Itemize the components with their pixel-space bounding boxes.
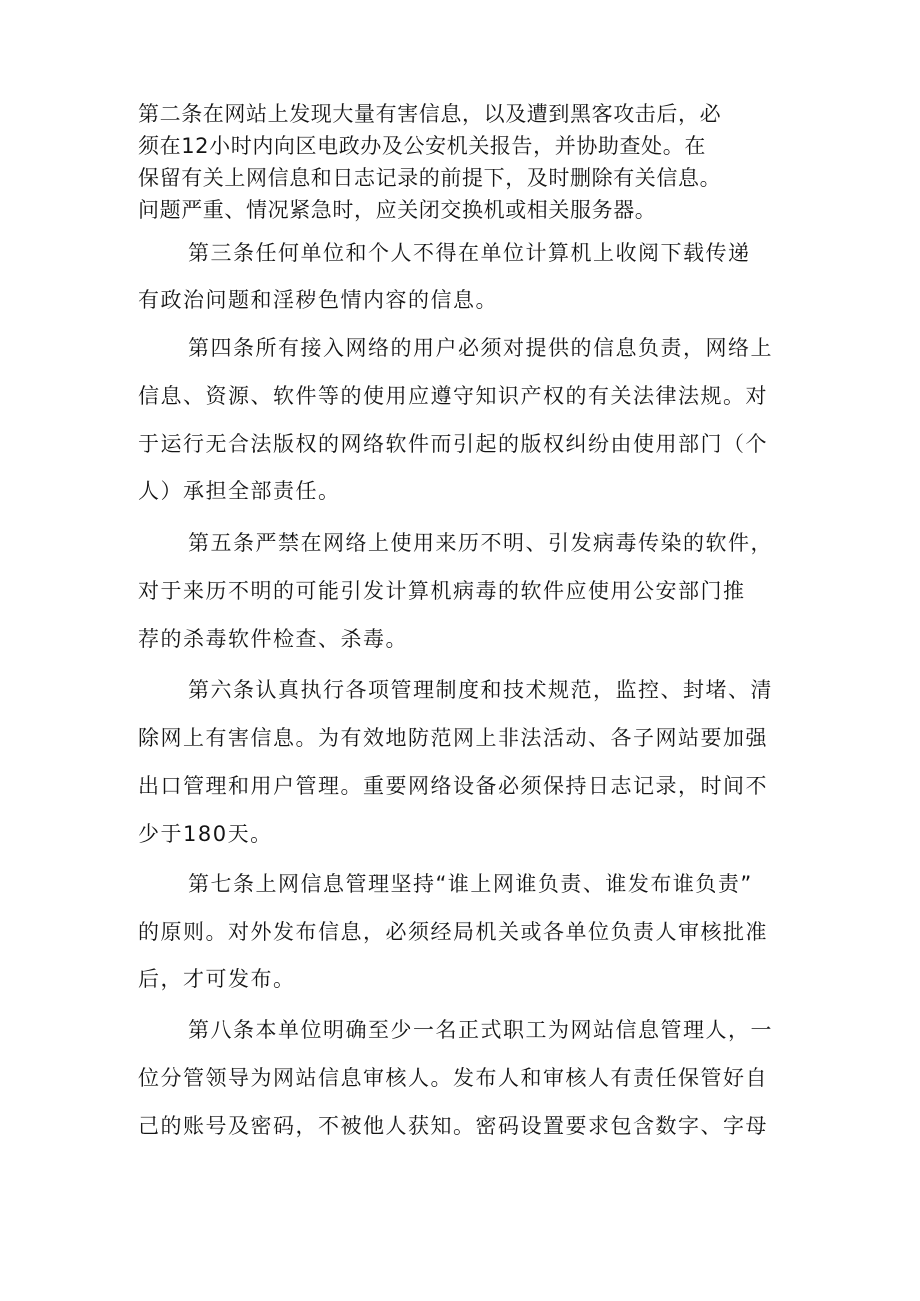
text-line: 己的账号及密码，不被他人获知。密码设置要求包含数字、字母 bbox=[138, 1114, 768, 1138]
text-line: 信息、资源、软件等的使用应遵守知识产权的有关法律法规。对 bbox=[138, 384, 768, 408]
text-line: 第六条认真执行各项管理制度和技术规范，监控、封堵、清 bbox=[188, 678, 773, 702]
text-line: 位分管领导为网站信息审核人。发布人和审核人有责任保管好自 bbox=[138, 1066, 768, 1090]
text-line: 于运行无合法版权的网络软件而引起的版权纠纷由使用部门（个 bbox=[138, 432, 768, 456]
text-line: 第三条任何单位和个人不得在单位计算机上收阅下载传递 bbox=[188, 241, 751, 265]
text-line: 的原则。对外发布信息，必须经局机关或各单位负责人审核批准 bbox=[138, 920, 768, 944]
text-line: 保留有关上网信息和日志记录的前提下，及时删除有关信息。 bbox=[138, 166, 722, 190]
text-line: 第四条所有接入网络的用户必须对提供的信息负责，网络上 bbox=[188, 336, 773, 360]
text-line: 问题严重、情况紧急时，应关闭交换机或相关服务器。 bbox=[138, 198, 657, 222]
text-line: 有政治问题和淫秽色情内容的信息。 bbox=[138, 288, 498, 312]
text-line: 须在12小时内向区电政办及公安机关报告，并协助查处。在 bbox=[138, 134, 706, 158]
text-line: 人）承担全部责任。 bbox=[138, 479, 341, 503]
text-line: 第八条本单位明确至少一名正式职工为网站信息管理人，一 bbox=[188, 1018, 773, 1042]
text-line: 第五条严禁在网络上使用来历不明、引发病毒传染的软件， bbox=[188, 531, 773, 555]
text-line: 荐的杀毒软件检查、杀毒。 bbox=[138, 627, 408, 651]
text-line: 后，才可发布。 bbox=[138, 967, 296, 991]
text-line: 第二条在网站上发现大量有害信息，以及遭到黑客攻击后，必 bbox=[138, 102, 722, 126]
text-line: 第七条上网信息管理坚持“谁上网谁负责、谁发布谁负责” bbox=[188, 872, 753, 896]
text-line: 除网上有害信息。为有效地防范网上非法活动、各子网站要加强 bbox=[138, 726, 768, 750]
text-line: 对于来历不明的可能引发计算机病毒的软件应使用公安部门推 bbox=[138, 579, 746, 603]
text-line: 少于180天。 bbox=[138, 822, 273, 846]
text-line: 出口管理和用户管理。重要网络设备必须保持日志记录，时间不 bbox=[138, 774, 768, 798]
